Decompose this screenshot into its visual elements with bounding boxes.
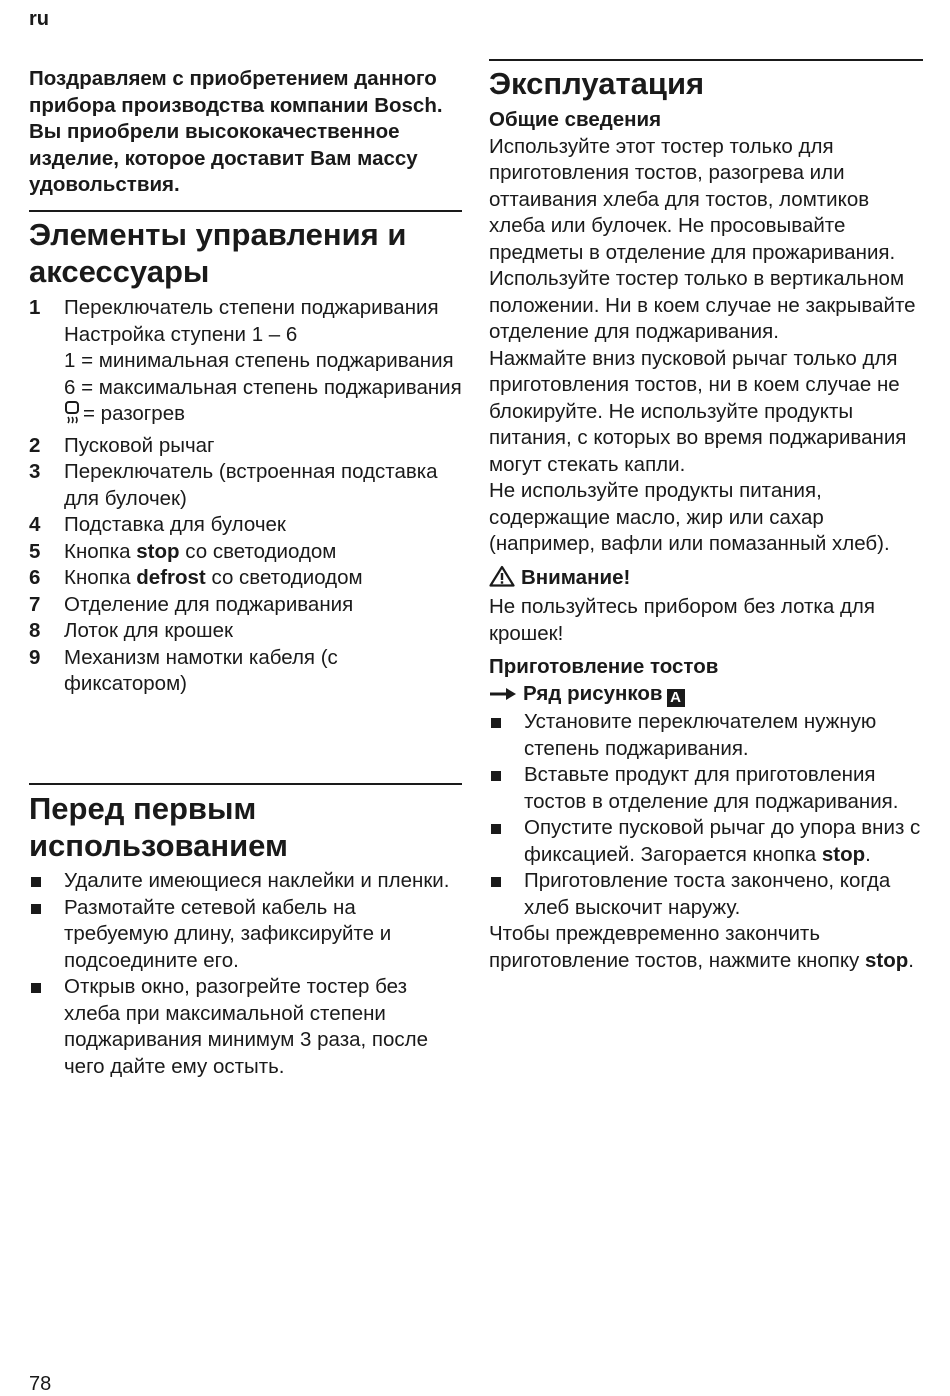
toast-title: Приготовление тостов — [489, 655, 719, 678]
bullet-icon — [31, 904, 41, 914]
general-paragraph: Не используйте продукты питания, содержащие масло, жир или сахар (например, вафли или помазанный хлеб). — [489, 479, 890, 555]
list-item: 8 Лоток для крошек — [29, 619, 233, 642]
bullet-icon — [491, 718, 501, 728]
list-item: Опустите пусковой рычаг до упора вниз с фиксацией. Загорается кнопка stop. — [489, 815, 923, 868]
bullet-icon — [491, 824, 501, 834]
list-item: Открыв окно, разогрейте тостер без хлеба при максимальной степени поджаривания минимум 3 раза, после чего дайте ему остыть. — [29, 974, 462, 1080]
list-item: 4 Подставка для булочек — [29, 513, 286, 536]
list-item: Установите переключателем нужную степень поджаривания. — [489, 709, 923, 762]
warning-title: Внимание! — [489, 565, 923, 595]
general-title: Общие сведения — [489, 108, 662, 131]
controls-title: Элементы управления и аксессуары — [29, 217, 407, 289]
bullet-icon — [31, 983, 41, 993]
intro-paragraph: Поздравляем с приобретением данного прибора производства компании Bosch. Вы приобрели высококачественное изделие, которое доставит Вам массу удовольствия. — [29, 67, 443, 196]
figure-letter-badge: A — [667, 689, 685, 707]
general-paragraph: Используйте этот тостер только для приготовления тостов, разогрева или оттаивания хлеба для тостов, ломтиков хлеба или булочек. Не просовывайте предметы в отделение для прожаривания. — [489, 134, 896, 264]
list-item: Вставьте продукт для приготовления тостов в отделение для поджаривания. — [489, 762, 923, 815]
list-item: 6 Кнопка defrost со светодиодом — [29, 566, 363, 589]
warning-text: Не пользуйтесь прибором без лотка для крошек! — [489, 595, 875, 645]
general-paragraph: Нажмайте вниз пусковой рычаг только для приготовления тостов, ни в коем случае не блокируйте. Не используйте продукты питания, с которых во время поджаривания могут стекать капли. — [489, 346, 907, 476]
toast-steps — [489, 709, 923, 921]
first-use-list — [29, 868, 462, 1080]
list-item: Размотайте сетевой кабель на требуемую длину, зафиксируйте и подсоедините его. — [29, 895, 462, 975]
list-item: 5 Кнопка stop со светодиодом — [29, 539, 337, 563]
operation-title: Эксплуатация — [489, 66, 705, 101]
first-use-title: Перед первым использованием — [29, 791, 288, 863]
general-paragraph: Используйте тостер только в вертикальном положении. Ни в коем случае не закрывайте отделение для поджаривания. — [489, 267, 916, 343]
operation-content — [489, 107, 923, 974]
section-rule — [489, 59, 923, 61]
section-rule — [29, 210, 462, 212]
list-item: 3 Переключатель (встроенная подставка для булочек) — [29, 460, 438, 510]
arrow-right-icon — [489, 683, 517, 710]
figure-reference: Ряд рисунков A — [489, 681, 923, 710]
warning-icon — [489, 565, 515, 595]
bullet-icon — [31, 877, 41, 887]
list-item: Удалите имеющиеся наклейки и пленки. — [29, 868, 462, 895]
list-item: 2 Пусковой рычаг — [29, 433, 215, 457]
bullet-icon — [491, 877, 501, 887]
controls-list — [29, 295, 462, 698]
list-item: 1 Переключатель степени поджаривания Настройка ступени 1 – 6 1 = минимальная степень поджаривания 6 = максимальная степень поджаривания = разогрев — [29, 295, 462, 433]
reheat-icon — [64, 401, 80, 433]
language-code: ru — [29, 8, 49, 30]
list-item: 9 Механизм намотки кабеля (с фиксатором) — [29, 645, 338, 695]
list-item: Приготовление тоста закончено, когда хлеб выскочит наружу. — [489, 868, 923, 921]
section-rule — [29, 783, 462, 785]
bullet-icon — [491, 771, 501, 781]
list-item: 7 Отделение для поджаривания — [29, 592, 354, 616]
page-number: 78 — [29, 1373, 52, 1395]
closing-paragraph: Чтобы преждевременно закончить приготовление тостов, нажмите кнопку stop. — [489, 922, 914, 972]
